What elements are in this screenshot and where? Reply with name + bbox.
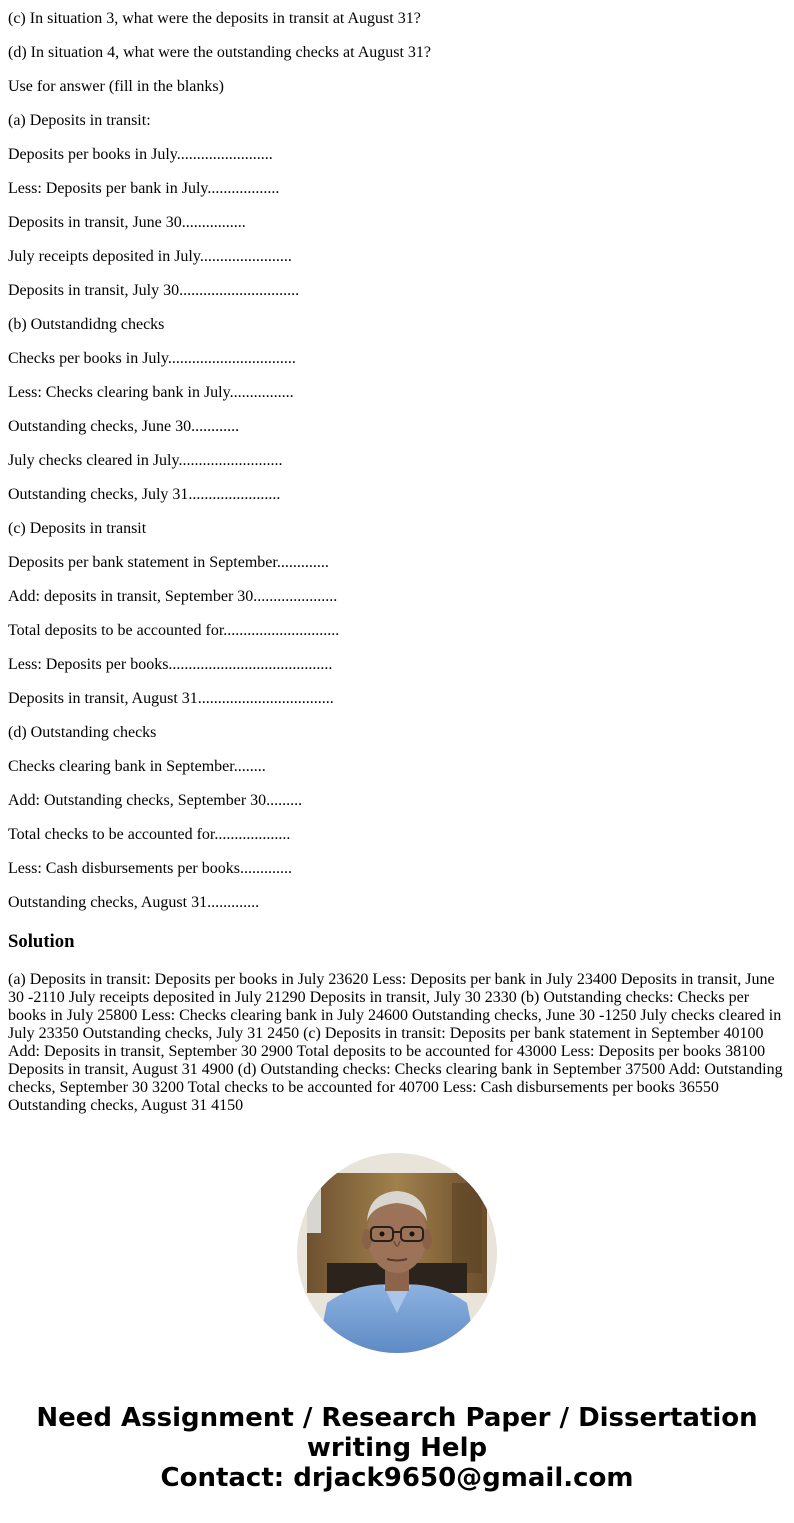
blank-line: Add: deposits in transit, September 30..................... xyxy=(8,588,338,605)
blank-line: Checks per books in July................................ xyxy=(8,350,296,367)
blank-line: Add: Outstanding checks, September 30......... xyxy=(8,792,303,809)
blank-line: Deposits in transit, July 30.............................. xyxy=(8,282,300,299)
blank-line: Deposits in transit, June 30................ xyxy=(8,214,246,231)
section-b-heading: (b) Outstandidng checks xyxy=(8,316,165,333)
blank-line: Checks clearing bank in September........ xyxy=(8,758,266,775)
question-line-c: (c) In situation 3, what were the deposits in transit at August 31? xyxy=(8,10,421,27)
section-a-heading: (a) Deposits in transit: xyxy=(8,112,151,129)
blank-line: Deposits in transit, August 31.................................. xyxy=(8,690,334,707)
blank-line: July receipts deposited in July....................... xyxy=(8,248,292,265)
contact-footer xyxy=(0,1403,794,1493)
blank-line: Total deposits to be accounted for............................. xyxy=(8,622,340,639)
blank-line: Outstanding checks, August 31............. xyxy=(8,894,260,911)
blank-line: Less: Deposits per bank in July.................. xyxy=(8,180,280,197)
question-line-d: (d) In situation 4, what were the outstanding checks at August 31? xyxy=(8,44,432,61)
blank-line: Total checks to be accounted for................... xyxy=(8,826,291,843)
footer-contact-email: Contact: drjack9650@gmail.com xyxy=(160,1463,634,1493)
footer-line-2: writing Help xyxy=(306,1433,488,1463)
blank-line: Deposits per books in July........................ xyxy=(8,146,273,163)
answer-instruction: Use for answer (fill in the blanks) xyxy=(8,78,224,95)
author-portrait-image xyxy=(297,1153,497,1353)
solution-text: (a) Deposits in transit: Deposits per books in July 23620 Less: Deposits per bank in July 23400 Deposits in transit, June 30 -2110 July receipts deposited in July 21290 Deposits in transit, July 30 2330 (b) Outstanding checks: Checks per books in July 25800 Less: Checks clearing bank in July 24600 Outstanding checks, June 30 -1250 July checks cleared in July 23350 Outstanding checks, July 31 2450 (c) Deposits in transit: Deposits per bank statement in September 40100 Add: Deposits in transit, September 30 2900 Total deposits to be accounted for 43000 Less: Deposits per books 38100 Deposits in transit, August 31 4900 (d) Outstanding checks: Checks clearing bank in September 37500 Add: Outstanding checks, September 30 3200 Total checks to be accounted for 40700 Less: Cash disbursements per books 36550 Outstanding checks, August 31 4150 xyxy=(8,971,783,1114)
section-d-heading: (d) Outstanding checks xyxy=(8,724,157,741)
blank-line: Less: Deposits per books......................................... xyxy=(8,656,333,673)
blank-line: July checks cleared in July.......................... xyxy=(8,452,283,469)
blank-line: Less: Cash disbursements per books............. xyxy=(8,860,292,877)
section-c-heading: (c) Deposits in transit xyxy=(8,520,147,537)
blank-line: Outstanding checks, June 30............ xyxy=(8,418,240,435)
blank-line: Outstanding checks, July 31....................... xyxy=(8,486,281,503)
blank-line: Less: Checks clearing bank in July................ xyxy=(8,384,294,401)
blank-line: Deposits per bank statement in September............. xyxy=(8,554,329,571)
footer-line-1: Need Assignment / Research Paper / Dissertation xyxy=(36,1403,758,1433)
author-avatar xyxy=(297,1153,497,1353)
solution-heading: Solution xyxy=(8,931,75,952)
